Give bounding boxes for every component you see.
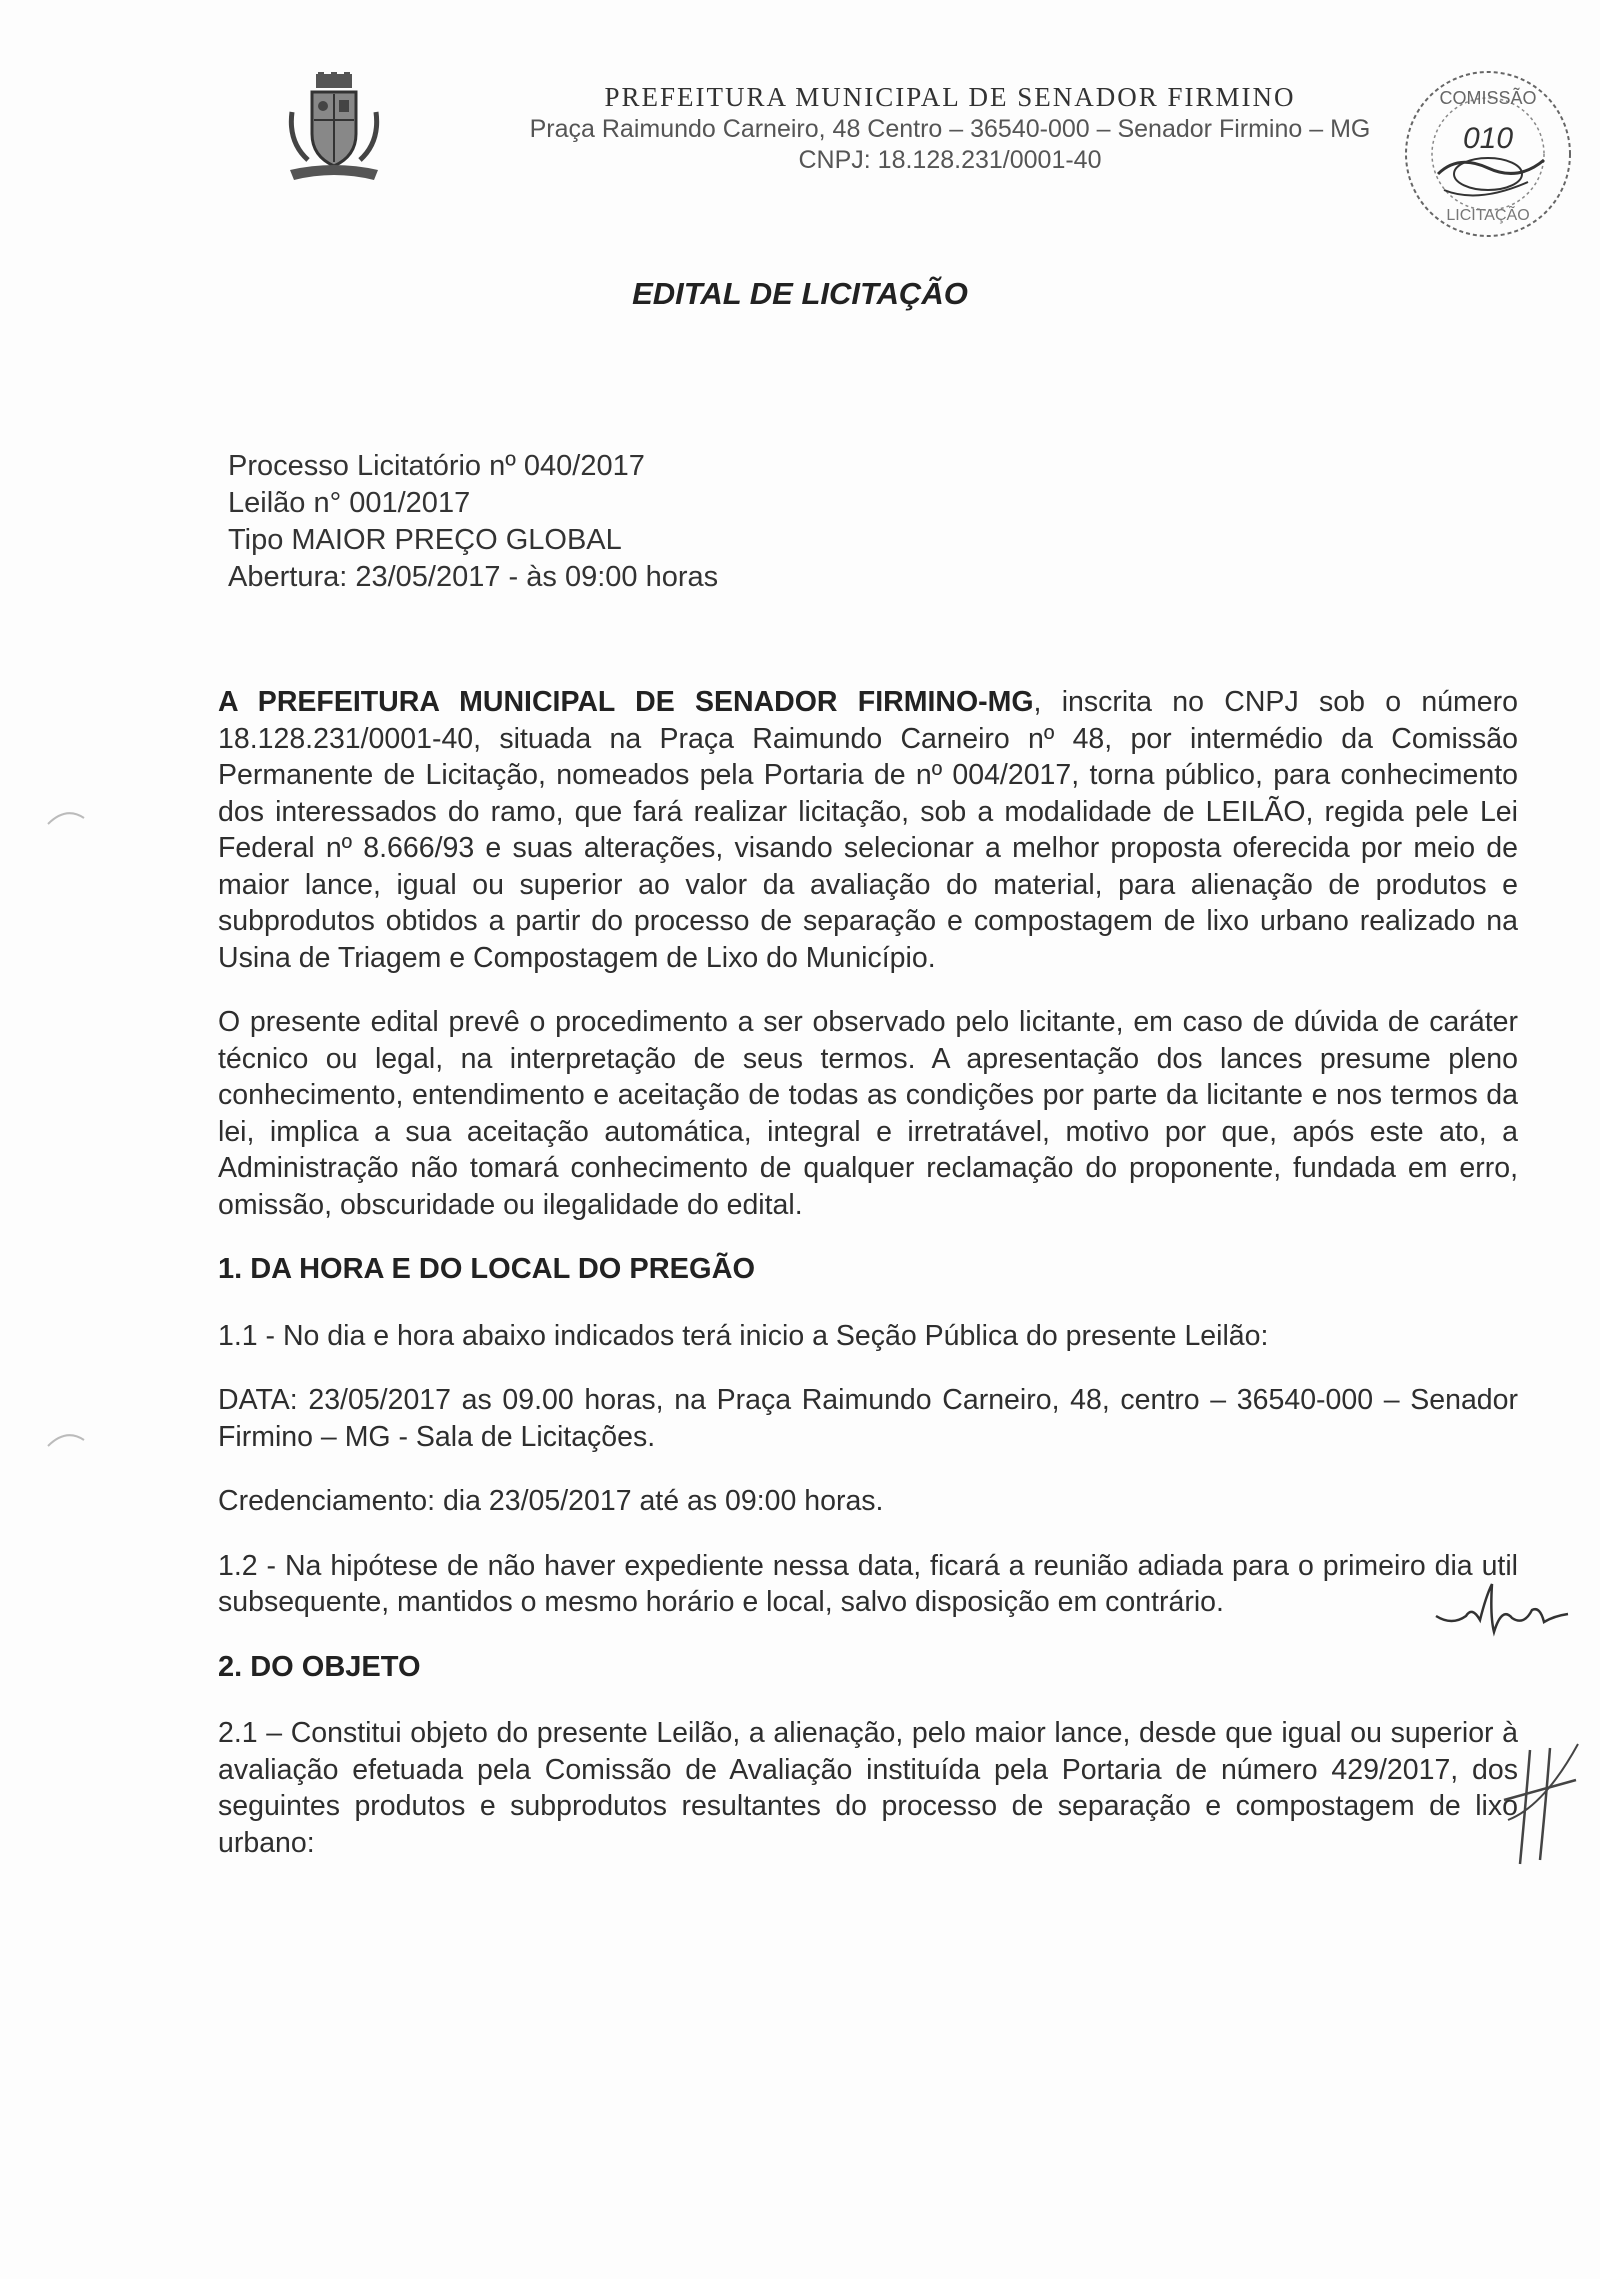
letterhead <box>440 82 1460 175</box>
commission-seal-stamp-icon <box>1398 64 1578 244</box>
margin-rubric-signature <box>1500 1740 1580 1870</box>
section-1-1: 1.1 - No dia e hora abaixo indicados terá inicio a Seção Pública do presente Leilão: <box>218 1319 1269 1352</box>
section-1-2: 1.2 - Na hipótese de não haver expediente nessa data, ficará a reunião adiada para o primeiro dia util subsequente, mantidos o mesmo horário e local, salvo disposição em contrário. <box>218 1549 1518 1618</box>
intro-text: , inscrita no CNPJ sob o número 18.128.231/0001-40, situada na Praça Raimundo Carneiro nº 48, por intermédio da Comissão Permanente de Licitação, nomeados pela Portaria de nº 004/2017, torna público, para conhecimento dos interessados do ramo, que fará realizar licitação, sob a modalidade de LEILÃO, regida pele Lei Federal nº 8.666/93 e suas alterações, visando selecionar a melhor proposta oferecida por meio de maior lance, igual ou superior ao valor da avaliação do material, para alienação de produtos e subprodutos obtidos a partir do processo de separação e compostagem de lixo urbano realizado na Usina de Triagem e Compostagem de Lixo do Município. <box>218 686 1518 974</box>
document-body <box>218 684 1518 1889</box>
section-2-heading: 2. DO OBJETO <box>218 1650 421 1683</box>
margin-initials-signature <box>1432 1576 1572 1646</box>
auction-type: Tipo MAIOR PREÇO GLOBAL <box>228 524 622 556</box>
punch-hole-mark <box>46 806 86 826</box>
svg-text:010: 010 <box>1462 122 1514 155</box>
auction-number: Leilão n° 001/2017 <box>228 487 471 519</box>
document-title: EDITAL DE LICITAÇÃO <box>632 276 968 311</box>
intro-organization: A PREFEITURA MUNICIPAL DE SENADOR FIRMINO-MG <box>218 686 1034 718</box>
municipality-name: PREFEITURA MUNICIPAL DE SENADOR FIRMINO <box>604 82 1296 112</box>
intro-paragraph <box>218 684 1518 976</box>
section-1-credentialing: Credenciamento: dia 23/05/2017 até as 09:00 horas. <box>218 1485 884 1517</box>
process-metadata <box>228 448 718 596</box>
section-1-heading: 1. DA HORA E DO LOCAL DO PREGÃO <box>218 1253 756 1285</box>
svg-text:COMISSÃO: COMISSÃO <box>1439 88 1537 108</box>
municipality-cnpj: CNPJ: 18.128.231/0001-40 <box>798 146 1102 174</box>
scope-paragraph: O presente edital prevê o procedimento a ser observado pelo licitante, em caso de dúvida de caráter técnico ou legal, na interpretação de seus termos. A apresentação dos lances presume pleno conhecimento, entendimento e aceitação de todas as condições por parte da licitante e nos termos da lei, implica a sua aceitação automática, integral e irretratável, motivo por que, após este ato, a Administração não tomará conhecimento de qualquer reclamação do proponente, fundada em erro, omissão, obscuridade ou ilegalidade do edital. <box>218 1006 1518 1221</box>
punch-hole-mark <box>46 1428 86 1448</box>
section-2-1: 2.1 – Constitui objeto do presente Leilão, a alienação, pelo maior lance, desde que igual ou superior à avaliação efetuada pela Comissão de Avaliação instituída pela Portaria de número 429/2017, dos seguintes produtos e subprodutos resultantes do processo de separação e compostagem de lixo urbano: <box>218 1717 1518 1859</box>
svg-text:LICITAÇÃO: LICITAÇÃO <box>1446 207 1530 224</box>
municipal-crest-icon <box>284 72 384 184</box>
opening-date: Abertura: 23/05/2017 - às 09:00 horas <box>228 561 719 593</box>
section-1-date-location: DATA: 23/05/2017 as 09.00 horas, na Praça Raimundo Carneiro, 48, centro – 36540-000 – Senador Firmino – MG - Sala de Licitações. <box>218 1384 1518 1453</box>
process-number: Processo Licitatório nº 040/2017 <box>228 450 645 482</box>
municipality-address: Praça Raimundo Carneiro, 48 Centro – 36540-000 – Senador Firmino – MG <box>529 115 1371 143</box>
